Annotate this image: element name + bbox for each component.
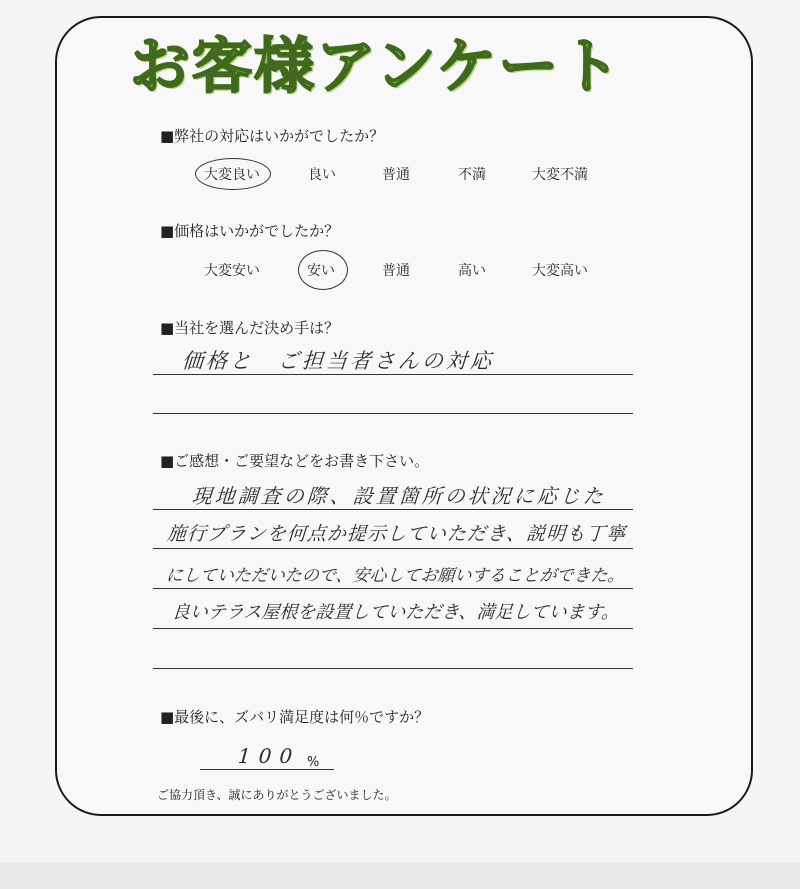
q4-answer-line-3: にしていただいたので、安心してお願いすることができた。 <box>165 566 626 586</box>
q4-answer-line-1: 現地調査の際、設置箇所の状況に応じた <box>191 484 607 508</box>
q1-option-good: 良い <box>308 167 336 183</box>
q2-question: ■価格はいかがでしたか？ <box>160 222 340 240</box>
q4-answer-rule-4 <box>153 628 633 629</box>
q1-option-normal: 普通 <box>382 167 410 183</box>
q5-answer-rule <box>200 769 334 770</box>
q2-option-very-expensive: 大変高い <box>532 263 588 279</box>
q5-answer-value: 100 <box>237 744 302 768</box>
survey-title: お客様アンケート <box>130 32 623 102</box>
thank-you-note: ご協力頂き、誠にありがとうございました。 <box>157 788 397 802</box>
q1-option-very-dissatisfied: 大変不満 <box>532 167 588 183</box>
q3-question: ■当社を選んだ決め手は？ <box>160 319 340 337</box>
q4-answer-line-4: 良いテラス屋根を設置していただき、満足しています。 <box>171 602 620 623</box>
q1-option-dissatisfied: 不満 <box>458 167 486 183</box>
q4-answer-rule-3 <box>153 588 633 589</box>
q3-answer-line-1: 価格と ご担当者さんの対応 <box>181 349 495 373</box>
q2-option-cheap: 安い <box>307 263 335 279</box>
q5-question: ■最後に、ズバリ満足度は何％ですか？ <box>160 708 430 726</box>
q1-question: ■弊社の対応はいかがでしたか？ <box>160 127 385 145</box>
scan-bottom-band <box>0 862 800 889</box>
q3-answer-rule-2 <box>153 413 633 414</box>
q4-answer-rule-2 <box>153 548 633 549</box>
q5-percent-unit: % <box>307 755 320 770</box>
q3-answer-rule-1 <box>153 374 633 375</box>
q4-answer-rule-5 <box>153 668 633 669</box>
q2-option-normal: 普通 <box>382 263 410 279</box>
q4-question: ■ご感想・ご要望などをお書き下さい。 <box>160 452 430 470</box>
q4-answer-rule-1 <box>153 509 633 510</box>
q2-option-very-cheap: 大変安い <box>204 263 260 279</box>
q2-option-expensive: 高い <box>458 263 486 279</box>
q4-answer-line-2: 施行プランを何点か提示していただき、説明も丁寧 <box>166 523 627 545</box>
q1-option-very-good: 大変良い <box>204 167 260 183</box>
